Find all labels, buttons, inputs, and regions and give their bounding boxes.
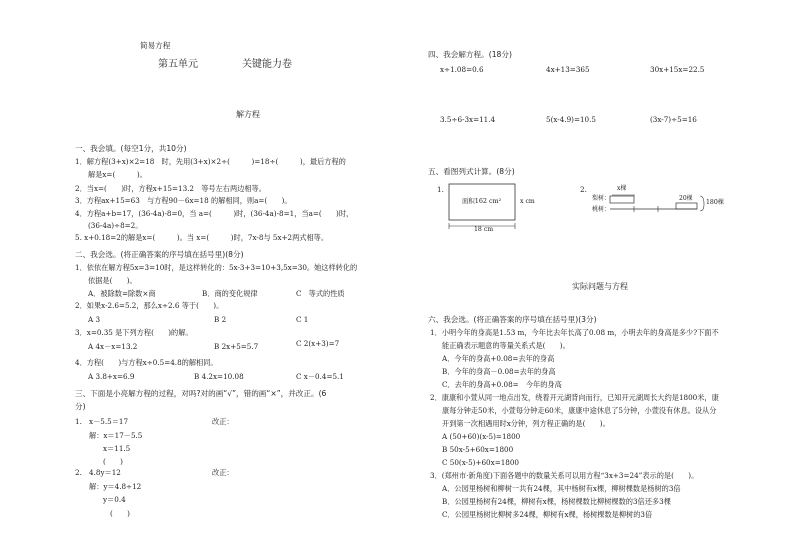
s2-q2-opt-a: A 3: [88, 315, 101, 324]
fig2-top-label: x棵: [617, 185, 627, 192]
s6-q1-opt-a: A．今年的身高+0.08=去年的身高: [442, 354, 555, 363]
s6-q3: 3．(郑州市·新角度)下面各题中的数量关系可以用方程“3x+3=24”表示的是( )。: [430, 471, 699, 480]
fig2-number: 2.: [580, 185, 587, 194]
s2-q3: 3．x=0.35 是下列方程( )的解。: [75, 328, 193, 337]
s6-q2-opt-a: A (50+60)(x-5)=1800: [442, 432, 521, 441]
s2-q2: 2．如果x-2.6=5.2，那么x÷2.6 等于( )。: [75, 301, 224, 310]
fig2-extra-box: [676, 203, 697, 209]
section-4-heading: 四、我会解方程。(18分): [428, 50, 512, 59]
s2-q2-opt-b: B 2: [214, 315, 227, 324]
s3-p2-step1: 解：y＝4.8÷12: [89, 482, 142, 491]
s1-q5: 5. x+0.18=2的解是x=( )。当 x=( )时，7x-8与 5x+2两式相等。: [75, 233, 329, 242]
section-2-heading: 二、我会选。(将正确答案的序号填在括号里)(8分): [75, 250, 244, 259]
fig2-pear-bar: [610, 196, 634, 203]
s1-q1-b: 解是x=( )。: [88, 170, 147, 179]
s1-q2: 2．当x=( )时，方程x+15=13.2 等号左右两边相等。: [75, 184, 266, 193]
s3-p1-step1: 解：x＝17－5.5: [89, 431, 143, 440]
fig2-peach-label: 桃树：: [592, 206, 611, 213]
s3-p1-mark: ( ): [103, 457, 123, 466]
s4-eq-1: x÷1.08=0.6: [440, 65, 484, 74]
unit-title: 第五单元: [158, 59, 198, 70]
s4-eq-6: (3x-7)÷5=16: [650, 115, 697, 124]
s3-p2-eq: 2. 4.8y＝12: [75, 468, 121, 477]
s2-q1-opt-a: A．被除数=除数×商: [88, 289, 156, 298]
s3-p1-step2: x＝11.5: [103, 444, 131, 453]
s2-q4: 4．方程( )与方程x÷0.5=4.8的解相同。: [75, 358, 218, 367]
fig2-right-brace: [700, 196, 704, 211]
s2-q3-opt-c: C 2(x+3)=7: [296, 339, 340, 348]
s3-p1-fix-label: 改正：: [212, 417, 234, 426]
s3-p2-step2: y＝0.4: [103, 495, 126, 504]
s6-q2-opt-b: B 50x-5+60x=1800: [442, 445, 514, 454]
s1-q1: 1．解方程(3+x)×2=18 时，先用(3+x)×2÷( )=18÷( )，最后方程的: [75, 157, 346, 166]
s6-q2: 2．康康和小萱从同一地点出发，绕着开元湖背向而行，已知开元湖周长大约是1800米，康: [430, 393, 719, 402]
section-5-heading: 五、看图列式计算。(8分): [428, 167, 515, 176]
s4-eq-5: 5(x-4.9)=10.5: [546, 115, 596, 124]
section-3-heading: 三、下面是小亮解方程的过程，对吗?对的画“√”，错的画“×”，并改正。(6: [75, 389, 327, 398]
s4-eq-4: 3.5÷6-3x=11.4: [440, 115, 496, 124]
s2-q1-opt-b: B．商的变化规律: [202, 289, 258, 298]
s6-q2-c: 开到第一次相遇用时x分钟，列方程正确的是( )。: [442, 419, 610, 428]
s6-q1-opt-c: C．去年的身高+0.08= 今年的身高: [442, 380, 562, 389]
section-3-heading-2: 分): [75, 402, 86, 411]
s2-q2-opt-c: C 1: [296, 315, 309, 324]
fig1-bottom-label: 18 cm: [474, 226, 494, 233]
right-topic-title: 实际问题与方程: [572, 282, 628, 291]
s6-q2-opt-c: C 50(x-5)+60x=1800: [442, 458, 520, 467]
s2-q4-opt-b: B 4.2x=10.08: [194, 372, 244, 381]
fig1-number: 1.: [437, 185, 444, 194]
section-1-heading: 一、我会填。(每空1分，共10分): [75, 144, 187, 153]
fig2-pear-label: 梨树：: [592, 195, 611, 202]
s2-q3-opt-a: A 4x－x=13.2: [88, 342, 138, 351]
fig2-more-label: 20棵: [679, 195, 693, 202]
s2-q4-opt-a: A 3.8+x=6.9: [88, 372, 135, 381]
s2-q1-opt-c: C 等式的性质: [296, 289, 345, 298]
s2-q4-opt-c: C x－0.4=5.1: [296, 372, 344, 381]
s6-q1-opt-b: B．今年的身高－0.08=去年的身高: [442, 367, 556, 376]
s6-q1-b: 能正确表示题意的等量关系式是( )。: [442, 341, 570, 350]
section-6-heading: 六、我会选。(将正确答案的序号填在括号里)(3分): [428, 315, 597, 324]
s3-p1-eq: 1. x－5.5＝17: [75, 417, 129, 426]
top-label: 简易方程: [140, 41, 171, 50]
fig2-total-label: 180棵: [706, 199, 724, 206]
s6-q1: 1．小明今年的身高是1.53 m，今年比去年长高了0.08 m，小明去年的身高是多少?下面不: [430, 328, 719, 337]
paper-title: 关键能力卷: [242, 59, 292, 70]
s4-eq-3: 30x+15x=22.5: [650, 65, 705, 74]
fig1-area-label: 面积162 cm²: [462, 197, 502, 205]
s6-q2-b: 康每分钟走50米，小萱每分钟走60米，康康中途休息了5分钟，小萱没有休息。设从分: [442, 406, 717, 415]
fig1-side-label: x cm: [520, 198, 535, 205]
s2-q1-b: 依据是( )。: [88, 276, 137, 285]
s3-p2-fix-label: 改正：: [212, 468, 234, 477]
s3-p2-mark: ( ): [110, 509, 130, 518]
s6-q3-opt-b: B．公园里杨树有24棵，柳树有x棵，杨树棵数比柳树棵数的3倍还多3棵: [442, 497, 671, 506]
s1-q4: 4．方程a+b=17，(36-4a)-8=0，当 a=( )时，(36-4a)-8=1，当a=( )时，: [75, 209, 354, 218]
s6-q3-opt-c: C．公园里杨树比柳树多24棵，柳树有x棵，杨树棵数是柳树的3倍: [442, 510, 653, 519]
topic-title: 解方程: [236, 110, 260, 119]
s4-eq-2: 4x+13=365: [546, 65, 590, 74]
s2-q3-opt-b: B 2x+5=5.7: [214, 342, 259, 351]
s1-q4-b: (36-4a)÷8=2。: [88, 221, 143, 230]
s6-q3-opt-a: A．公园里杨树和柳树一共有24棵，其中杨树有x棵，柳树棵数是杨树的3倍: [442, 484, 681, 493]
s1-q3: 3．方程ax+15=63 与方程90－6x=18 的解相同，则a=( )。: [75, 196, 292, 205]
s2-q1: 1．依依在解方程5x=3=10时，是这样转化的：5x-3+3=10+3,5x=30。她这样转化的: [75, 263, 358, 272]
